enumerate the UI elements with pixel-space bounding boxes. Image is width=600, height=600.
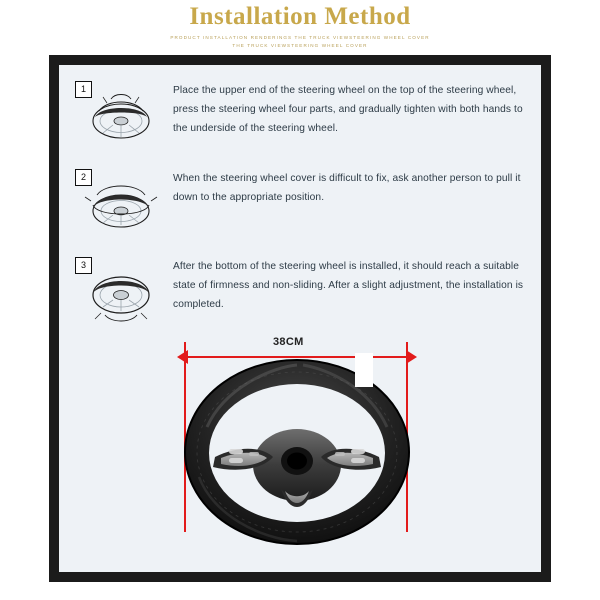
content-frame <box>49 55 551 582</box>
step-2-number: 2 <box>75 169 92 186</box>
step-2-text: When the steering wheel cover is difficult to fix, ask another person to pull it down to the appropriate position. <box>173 173 521 203</box>
page-footer-space <box>0 582 600 600</box>
frame-edge-left <box>0 55 49 582</box>
frame-edge-right <box>551 55 600 582</box>
measurement-label: 38CM <box>273 336 304 348</box>
steering-wheel-step-2-icon <box>81 175 161 239</box>
step-3-figure <box>75 257 163 329</box>
step-item-1 <box>75 81 525 153</box>
step-item-2 <box>75 169 525 241</box>
step-item-3 <box>75 257 525 329</box>
header-subtitle-line1: PRODUCT INSTALLATION RENDERINGS THE TRUCK VIEWSTEERING WHEEL COVER <box>170 35 430 40</box>
steering-wheel-step-3-icon <box>81 263 161 327</box>
photo-mask-patch <box>355 353 373 387</box>
step-2-figure <box>75 169 163 241</box>
step-1-number: 1 <box>75 81 92 98</box>
page-header <box>0 0 600 55</box>
step-3-text: After the bottom of the steering wheel is installed, it should reach a suitable state of firmness and non-sliding. After a slight adjustment, the installation is completed. <box>173 261 524 310</box>
step-1-text: Place the upper end of the steering wheel on the top of the steering wheel, press the steering wheel four parts, and gradually tighten with both hands to the underside of the steering wheel. <box>173 85 523 134</box>
page-title: Installation Method <box>189 3 411 30</box>
product-photo <box>177 357 417 557</box>
steering-wheel-photo-icon <box>177 357 417 557</box>
step-1-figure <box>75 81 163 153</box>
content-canvas <box>59 65 541 572</box>
header-subtitle-line2: THE TRUCK VIEWSTEERING WHEEL COVER <box>232 43 368 48</box>
steering-wheel-step-1-icon <box>81 87 161 151</box>
step-3-number: 3 <box>75 257 92 274</box>
